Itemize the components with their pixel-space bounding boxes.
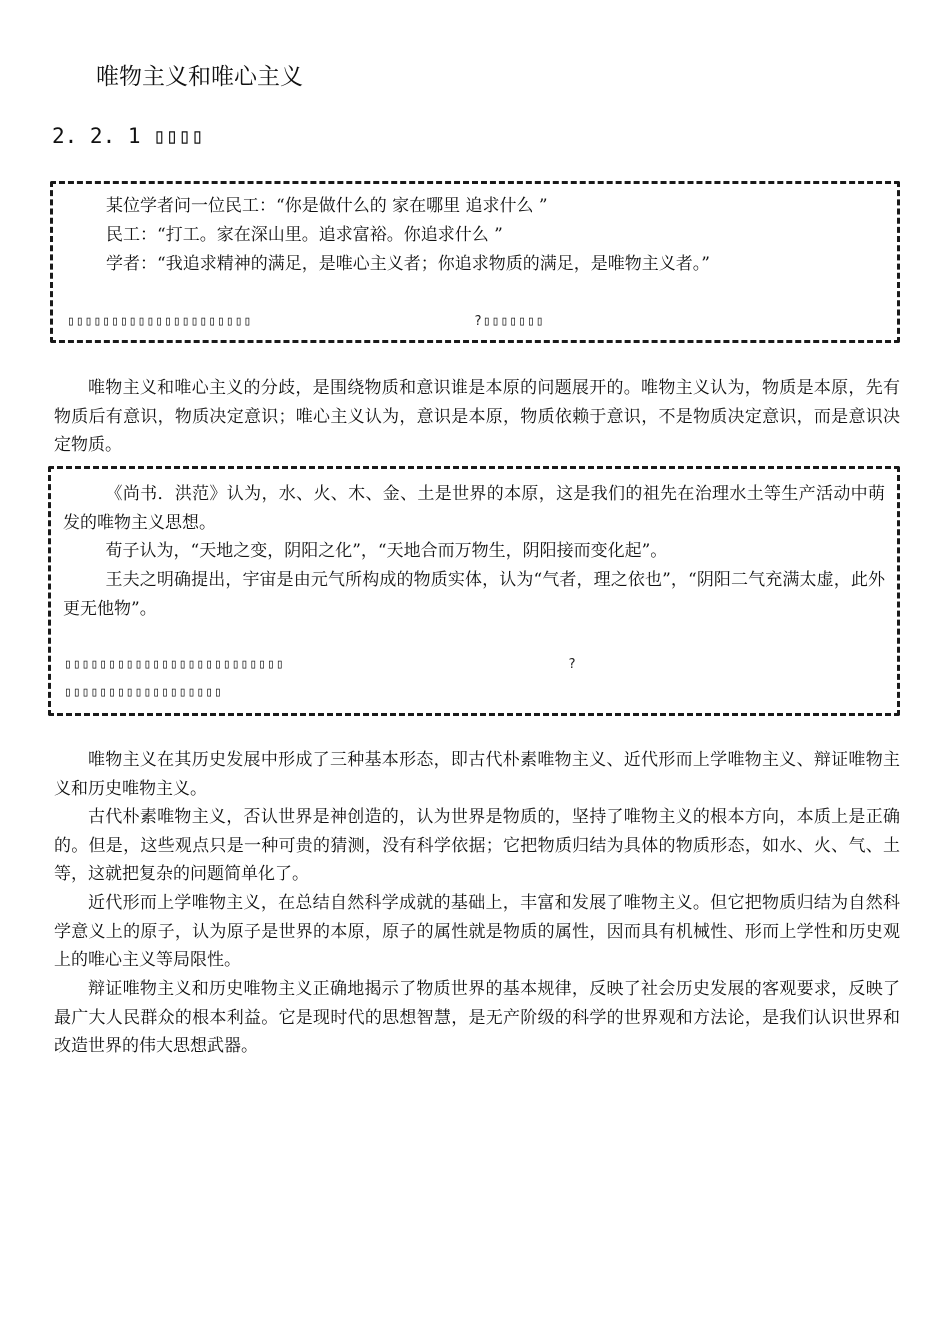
dialogue-question-mark-text: ?▯▯▯▯▯▯▯ [474,314,545,329]
paragraph-modern-metaphysical-materialism: 近代形而上学唯物主义，在总结自然科学成就的基础上，丰富和发展了唯物主义。但它把物质归结为自然科学意义上的原子，认为原子是世界的本原，原子的属性就是物质的属性，因而具有机械性、形而上学性和历史观上的唯心主义等局限性。 [54,893,900,970]
quotes-question-mark: ? [568,657,577,672]
page-title: 唯物主义和唯心主义 [96,64,303,90]
dialogue-question-text: ▯▯▯▯▯▯▯▯▯▯▯▯▯▯▯▯▯▯▯▯▯ [67,314,253,329]
section-heading: 2. 2. 1 ▯▯▯▯ [52,124,204,148]
paragraph-divergence: 唯物主义和唯心主义的分歧，是围绕物质和意识谁是本原的问题展开的。唯物主义认为，物质是本原，先有物质后有意识，物质决定意识；唯心主义认为，意识是本原，物质依赖于意识，不是物质决定意识，而是意识决定物质。 [54,378,900,455]
quote-wangfuzhi: 王夫之明确提出，宇宙是由元气所构成的物质实体，认为“气者，理之依也”，“阴阳二气充满太虚，此外更无他物”。 [63,570,885,619]
quote-shangshu: 《尚书．洪范》认为，水、火、木、金、土是世界的本原，这是我们的祖先在治理水土等生产活动中萌发的唯物主义思想。 [63,484,885,533]
dialogue-line-worker-answer: 民工：“打工。家在深山里。追求富裕。你追求什么 ” [106,225,503,245]
paragraph-three-forms: 唯物主义在其历史发展中形成了三种基本形态，即古代朴素唯物主义、近代形而上学唯物主义、辩证唯物主义和历史唯物主义。 [54,750,900,799]
paragraph-dialectical-materialism: 辩证唯物主义和历史唯物主义正确地揭示了物质世界的基本规律，反映了社会历史发展的客观要求，反映了最广大人民群众的根本利益。它是现时代的思想智慧，是无产阶级的科学的世界观和方法论，是我们认识世界和改造世界的伟大思想武器。 [54,979,900,1056]
quotes-question-line-2: ▯▯▯▯▯▯▯▯▯▯▯▯▯▯▯▯▯▯ [64,685,223,700]
quotes-question-line-1: ▯▯▯▯▯▯▯▯▯▯▯▯▯▯▯▯▯▯▯▯▯▯▯▯▯ [64,657,285,672]
dialogue-line-scholar-question: 某位学者问一位民工：“你是做什么的 家在哪里 追求什么 ” [106,196,548,216]
quote-xunzi: 荀子认为，“天地之变，阴阳之化”，“天地合而万物生，阴阳接而变化起”。 [105,541,668,561]
dialogue-line-scholar-answer: 学者：“我追求精神的满足，是唯心主义者；你追求物质的满足，是唯物主义者。” [106,254,710,274]
paragraph-ancient-materialism: 古代朴素唯物主义，否认世界是神创造的，认为世界是物质的，坚持了唯物主义的根本方向，本质上是正确的。但是，这些观点只是一种可贵的猜测，没有科学依据；它把物质归结为具体的物质形态，如水、火、气、土等，这就把复杂的问题简单化了。 [54,807,900,884]
